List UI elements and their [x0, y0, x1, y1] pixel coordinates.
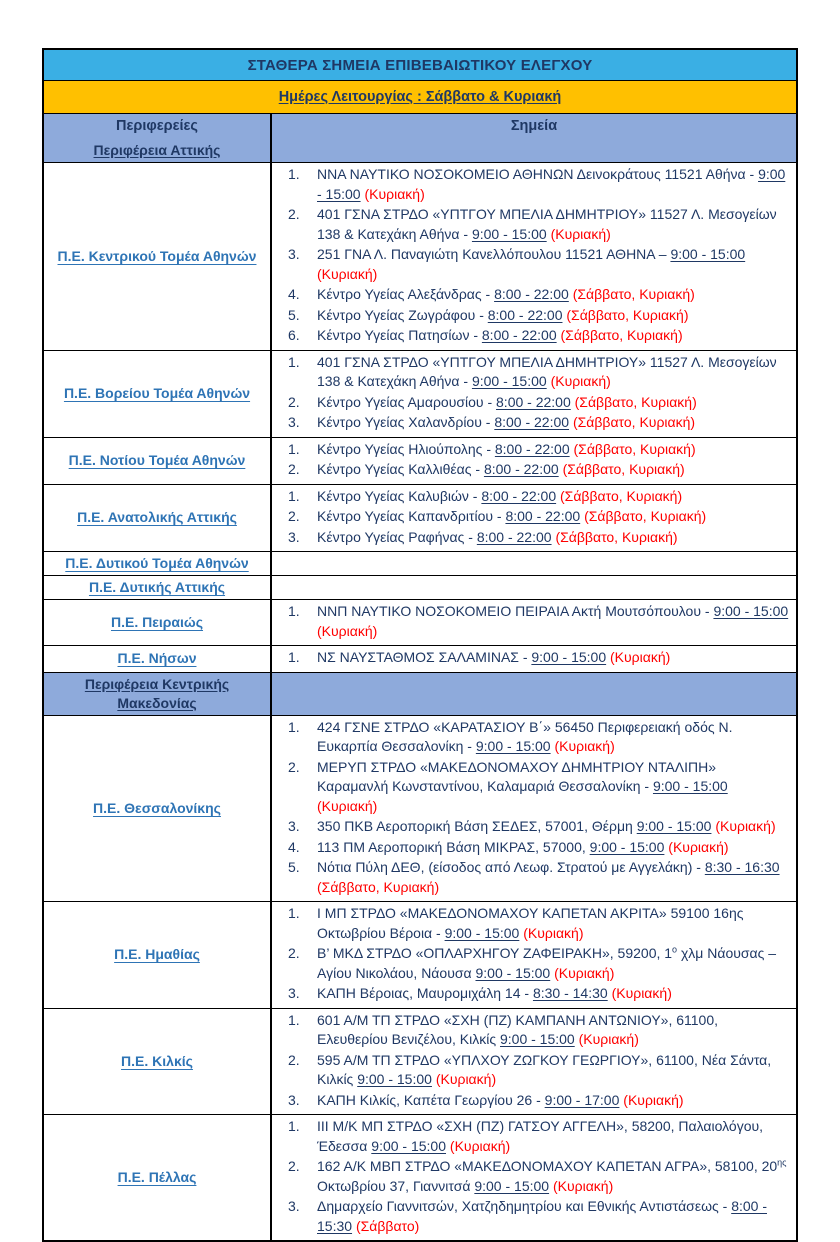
pe-region-link[interactable]: Π.Ε. Πειραιώς — [110, 614, 204, 630]
days-note: (Κυριακή) — [610, 649, 671, 665]
region-group-cell — [44, 673, 272, 715]
days-note: (Κυριακή) — [317, 622, 378, 639]
points-cell — [272, 351, 796, 437]
point-text: 401 ΓΣΝΑ ΣΤΡΔΟ «ΥΠΤΓΟΥ ΜΠΕΛΙΑ ΔΗΜΗΤΡΙΟΥ» 11527 Λ. Μεσογείων 138 & Κατεχάκη Αθήνα - — [317, 353, 777, 389]
points-cell — [272, 600, 796, 645]
region-cell — [44, 576, 272, 599]
days-note: (Κυριακή) — [623, 1091, 684, 1108]
days-note: (Κυριακή) — [317, 797, 378, 814]
pe-region-link[interactable]: Π.Ε. Δυτικού Τομέα Αθηνών — [65, 555, 249, 571]
points-cell — [272, 163, 796, 350]
pe-row — [44, 599, 796, 645]
time-range: 9:00 - 15:00 — [317, 166, 786, 202]
days-note: (Κυριακή) — [552, 1177, 614, 1194]
point-text: 595 Α/Μ ΤΠ ΣΤΡΔΟ «ΥΠΛΧΟΥ ΖΩΓΚΟΥ ΓΕΩΡΓΙΟΥ», 61100, Νέα Σάντα, Κιλκίς — [317, 1051, 772, 1087]
time-range: 9:00 - 17:00 — [544, 1091, 620, 1108]
pe-region-link[interactable]: Π.Ε. Νήσων — [117, 650, 197, 667]
time-range: 9:00 - 15:00 — [475, 964, 551, 981]
point-text: 424 ΓΣΝΕ ΣΤΡΔΟ «ΚΑΡΑΤΑΣΙΟΥ Β΄» 56450 Περιφερειακή οδός Ν. Ευκαρπία Θεσσαλονίκη - — [317, 718, 733, 754]
point-text: ΚΑΠΗ Βέροιας, Μαυρομιχάλη 14 - — [317, 985, 533, 1001]
pe-row — [44, 901, 796, 1008]
points-list — [272, 440, 790, 481]
page-title: ΣΤΑΘΕΡΑ ΣΗΜΕΙΑ ΕΠΙΒΕΒΑΙΩΤΙΚΟΥ ΕΛΕΓΧΟΥ — [247, 56, 593, 74]
control-points-table — [42, 48, 798, 1242]
point-item — [272, 393, 790, 413]
point-text: ΚΑΠΗ Κιλκίς, Καπέτα Γεωργίου 26 - — [317, 1091, 545, 1108]
region-cell — [44, 600, 272, 645]
time-range: 8:00 - 22:00 — [481, 487, 557, 504]
time-range: 9:00 - 15:00 — [670, 246, 746, 262]
pe-region-link[interactable]: Π.Ε. Νοτίου Τομέα Αθηνών — [68, 452, 246, 468]
point-item — [272, 353, 790, 392]
point-text: 350 ΠΚΒ Αεροπορική Βάση ΣΕΔΕΣ, 57001, Θέρμη — [317, 818, 637, 834]
days-note: (Σάββατο, Κυριακή) — [566, 306, 689, 323]
operating-days-row — [44, 80, 796, 113]
point-text: Δημαρχείο Γιαννιτσών, Χατζηδημητρίου και Εθνικής Αντιστάσεως - — [317, 1198, 732, 1214]
point-text: Β’ ΜΚΔ ΣΤΡΔΟ «ΟΠΛΑΡΧΗΓΟΥ ΖΑΦΕΙΡΑΚΗ», 59200, 1 — [317, 945, 673, 961]
time-range: 9:00 - 15:00 — [531, 649, 607, 665]
days-note: (Κυριακή) — [715, 818, 776, 834]
time-range: 8:00 - 15:30 — [317, 1198, 767, 1234]
region-cell — [44, 902, 272, 1008]
pe-row — [44, 162, 796, 350]
time-range: 8:30 - 16:30 — [704, 859, 780, 875]
time-range: 8:00 - 22:00 — [496, 393, 571, 410]
points-cell — [272, 902, 796, 1008]
pe-row — [44, 1008, 796, 1115]
point-text: Κέντρο Υγείας Καλλιθέας - — [317, 461, 484, 477]
point-item — [272, 487, 790, 507]
days-note: (Σάββατο, Κυριακή) — [584, 508, 707, 524]
time-range: 9:00 - 15:00 — [371, 1137, 447, 1154]
point-text: Οκτωβρίου 37, Γιαννιτσά — [317, 1177, 475, 1194]
time-range: 8:00 - 22:00 — [494, 414, 570, 430]
pe-row — [44, 484, 796, 552]
point-item — [272, 460, 790, 480]
pe-row — [44, 1114, 796, 1240]
days-note: (Σάββατο, Κυριακή) — [573, 440, 696, 457]
region-cell — [44, 552, 272, 575]
point-item — [272, 758, 790, 817]
pe-row — [44, 645, 796, 672]
points-list — [272, 718, 790, 899]
days-note: (Σάββατο) — [355, 1217, 420, 1234]
pe-row — [44, 575, 796, 599]
time-range: 9:00 - 15:00 — [475, 738, 551, 754]
operating-days-label: Ημέρες Λειτουργίας : Σάββατο & Κυριακή — [278, 89, 562, 105]
region-cell — [44, 163, 272, 350]
days-note: (Κυριακή) — [550, 373, 611, 389]
pe-row — [44, 715, 796, 902]
point-item — [272, 306, 790, 326]
region-group-row — [44, 672, 796, 715]
points-list — [272, 487, 790, 549]
region-cell — [44, 485, 272, 552]
region-cell — [44, 646, 272, 672]
region-group-cell — [44, 138, 272, 162]
point-item — [272, 440, 790, 460]
pe-row — [44, 551, 796, 575]
days-note: (Κυριακή) — [554, 738, 615, 754]
time-range: 9:00 - 15:00 — [357, 1071, 432, 1087]
points-cell — [272, 1009, 796, 1115]
time-range: 8:30 - 14:30 — [532, 985, 608, 1001]
point-item — [272, 507, 790, 527]
points-cell — [272, 138, 796, 162]
days-note: (Σάββατο, Κυριακή) — [560, 327, 683, 343]
points-cell — [272, 485, 796, 552]
point-text: Ι ΜΠ ΣΤΡΔΟ «ΜΑΚΕΔΟΝΟΜΑΧΟΥ ΚΑΠΕΤΑΝ ΑΚΡΙΤΑ» 59100 16ης Οκτωβρίου Βέροια - — [317, 905, 744, 941]
days-note: (Κυριακή) — [364, 185, 425, 202]
days-note: (Σάββατο, Κυριακή) — [572, 286, 695, 302]
time-range: 9:00 - 15:00 — [589, 838, 665, 855]
point-item — [272, 718, 790, 757]
days-note: (Κυριακή) — [435, 1071, 497, 1087]
point-text: Κέντρο Υγείας Χαλανδρίου - — [317, 414, 495, 430]
time-range: 8:00 - 22:00 — [483, 461, 559, 477]
days-note: (Σάββατο, Κυριακή) — [562, 461, 685, 477]
point-text: χλμ Νάουσας – Αγίου Νικολάου, Νάουσα — [317, 945, 777, 981]
region-group-link[interactable]: Περιφέρεια Αττικής — [93, 141, 221, 158]
pe-region-link[interactable]: Π.Ε. Ανατολικής Αττικής — [77, 509, 237, 526]
table-body — [44, 138, 796, 1240]
point-item — [272, 944, 790, 983]
point-item — [272, 326, 790, 346]
point-item — [272, 858, 790, 897]
point-text: ΙΙΙ Μ/Κ ΜΠ ΣΤΡΔΟ «ΣΧΗ (ΠΖ) ΓΑΤΣΟΥ ΑΓΓΕΛΗ», 58200, Παλαιολόγου, Έδεσσα — [317, 1118, 764, 1154]
pe-region-link[interactable]: Π.Ε. Θεσσαλονίκης — [93, 799, 221, 816]
point-item — [272, 648, 790, 668]
point-item — [272, 1091, 790, 1111]
point-text: ΝΝΠ ΝΑΥΤΙΚΟ ΝΟΣΟΚΟΜΕΙΟ ΠΕΙΡΑΙΑ Ακτή Μουτσόπουλου - — [317, 603, 714, 619]
point-text: Κέντρο Υγείας Αλεξάνδρας - — [317, 286, 495, 302]
pe-region-link[interactable]: Π.Ε. Κιλκίς — [121, 1052, 193, 1069]
points-cell — [272, 438, 796, 484]
pe-region-link[interactable]: Π.Ε. Πέλλας — [117, 1169, 197, 1185]
point-text: Καραμανλή Κωνσταντίνου, Καλαμαριά Θεσσαλονίκη - — [317, 778, 653, 794]
time-range: 9:00 - 15:00 — [474, 1177, 550, 1194]
days-note: (Σάββατο, Κυριακή) — [555, 528, 678, 545]
time-range: 9:00 - 15:00 — [652, 778, 728, 794]
point-item — [272, 1051, 790, 1090]
point-item — [272, 817, 790, 837]
days-note: (Σάββατο, Κυριακή) — [574, 393, 697, 410]
points-list — [272, 648, 790, 669]
points-list — [272, 1117, 790, 1237]
superscript: ο — [672, 944, 678, 955]
point-item — [272, 1011, 790, 1050]
point-item — [272, 838, 790, 858]
point-item — [272, 904, 790, 943]
time-range: 9:00 - 15:00 — [444, 924, 520, 941]
point-item — [272, 984, 790, 1004]
days-note: (Σάββατο, Κυριακή) — [560, 487, 683, 504]
region-cell — [44, 1009, 272, 1115]
time-range: 8:00 - 22:00 — [494, 286, 569, 302]
region-cell — [44, 1115, 272, 1240]
point-text: Κέντρο Υγείας Ηλιούπολης - — [317, 440, 495, 457]
region-cell — [44, 351, 272, 437]
pe-region-link[interactable]: Π.Ε. Κεντρικού Τομέα Αθηνών — [57, 247, 257, 264]
days-note: (Κυριακή) — [523, 924, 584, 941]
points-list — [272, 1011, 790, 1112]
time-range: 8:00 - 22:00 — [505, 508, 581, 524]
points-cell — [272, 673, 796, 715]
time-range: 9:00 - 15:00 — [471, 373, 547, 389]
pe-region-link[interactable]: Π.Ε. Βορείου Τομέα Αθηνών — [63, 385, 251, 401]
point-text: Κέντρο Υγείας Καπανδριτίου - — [317, 508, 506, 524]
time-range: 9:00 - 15:00 — [636, 818, 712, 834]
points-cell — [272, 1115, 796, 1240]
regions-column-header: Περιφερείες — [44, 114, 272, 138]
time-range: 8:00 - 22:00 — [481, 327, 557, 343]
point-text: 251 ΓΝΑ Λ. Παναγιώτη Κανελλόπουλου 11521 ΑΘΗΝΑ – — [317, 246, 671, 262]
point-text: 162 Α/Κ ΜΒΠ ΣΤΡΔΟ «ΜΑΚΕΔΟΝΟΜΑΧΟΥ ΚΑΠΕΤΑΝ ΑΓΡΑ», 58100, 20 — [317, 1158, 778, 1174]
point-text: Κέντρο Υγείας Καλυβιών - — [317, 487, 482, 504]
pe-row — [44, 350, 796, 437]
column-header-row — [44, 113, 796, 138]
point-item — [272, 165, 790, 204]
point-text: 601 Α/Μ ΤΠ ΣΤΡΔΟ «ΣΧΗ (ΠΖ) ΚΑΜΠΑΝΗ ΑΝΤΩΝΙΟΥ», 61100, Ελευθερίου Βενιζέλου, Κιλκίς — [317, 1011, 719, 1047]
region-group-link[interactable]: Περιφέρεια Κεντρικής Μακεδονίας — [84, 675, 230, 711]
points-list — [272, 904, 790, 1005]
region-cell — [44, 438, 272, 484]
days-note: (Κυριακή) — [578, 1031, 639, 1047]
days-note: (Κυριακή) — [317, 265, 378, 282]
point-text: Κέντρο Υγείας Αμαρουσίου - — [317, 393, 497, 410]
point-item — [272, 413, 790, 433]
time-range: 9:00 - 15:00 — [713, 603, 789, 619]
pe-row — [44, 437, 796, 484]
days-note: (Κυριακή) — [449, 1137, 511, 1154]
point-text: Νότια Πύλη ΔΕΘ, (είσοδος από Λεωφ. Στρατού με Αγγελάκη) - — [317, 859, 705, 875]
point-item — [272, 528, 790, 548]
time-range: 8:00 - 22:00 — [476, 528, 552, 545]
point-text: ΝΝΑ ΝΑΥΤΙΚΟ ΝΟΣΟΚΟΜΕΙΟ ΑΘΗΝΩΝ Δεινοκράτους 11521 Αθήνα - — [317, 166, 759, 182]
point-text: ΜΕΡΥΠ ΣΤΡΔΟ «ΜΑΚΕΔΟΝΟΜΑΧΟΥ ΔΗΜΗΤΡΙΟΥ ΝΤΑΛΙΠΗ» — [317, 758, 717, 775]
point-item — [272, 1197, 790, 1236]
point-text: Κέντρο Υγείας Πατησίων - — [317, 327, 482, 343]
points-cell — [272, 576, 796, 599]
point-text: 401 ΓΣΝΑ ΣΤΡΔΟ «ΥΠΤΓΟΥ ΜΠΕΛΙΑ ΔΗΜΗΤΡΙΟΥ» 11527 Λ. Μεσογείων 138 & Κατεχάκη Αθήνα - — [317, 206, 777, 242]
superscript: ης — [777, 1157, 787, 1168]
days-note: (Σάββατο, Κυριακή) — [572, 414, 696, 430]
point-text: Κέντρο Υγείας Ραφήνας - — [317, 528, 477, 545]
points-list — [272, 602, 790, 642]
region-group-row — [44, 138, 796, 162]
days-note: (Κυριακή) — [554, 964, 615, 981]
time-range: 9:00 - 15:00 — [499, 1031, 575, 1047]
points-cell — [272, 646, 796, 672]
days-note: (Σάββατο, Κυριακή) — [317, 878, 440, 895]
point-item — [272, 1157, 790, 1196]
point-text: 113 ΠΜ Αεροπορική Βάση ΜΙΚΡΑΣ, 57000, — [317, 838, 590, 855]
point-item — [272, 602, 790, 641]
point-item — [272, 1117, 790, 1156]
days-note: (Κυριακή) — [668, 838, 729, 855]
days-note: (Κυριακή) — [611, 985, 672, 1001]
pe-region-link[interactable]: Π.Ε. Ημαθίας — [114, 946, 200, 963]
table-title-row — [44, 50, 796, 80]
points-list — [272, 165, 790, 347]
points-column-header: Σημεία — [510, 118, 558, 134]
point-item — [272, 205, 790, 244]
time-range: 8:00 - 22:00 — [487, 306, 563, 323]
time-range: 8:00 - 22:00 — [494, 440, 570, 457]
points-cell — [272, 716, 796, 902]
point-item — [272, 285, 790, 305]
pe-region-link[interactable]: Π.Ε. Δυτικής Αττικής — [88, 579, 226, 595]
points-cell — [272, 552, 796, 575]
time-range: 9:00 - 15:00 — [471, 225, 547, 242]
points-list — [272, 353, 790, 434]
point-text: ΝΣ ΝΑΥΣΤΑΘΜΟΣ ΣΑΛΑΜΙΝΑΣ - — [317, 649, 532, 665]
point-item — [272, 245, 790, 284]
point-text: Κέντρο Υγείας Ζωγράφου - — [317, 306, 488, 323]
days-note: (Κυριακή) — [550, 225, 611, 242]
region-cell — [44, 716, 272, 902]
